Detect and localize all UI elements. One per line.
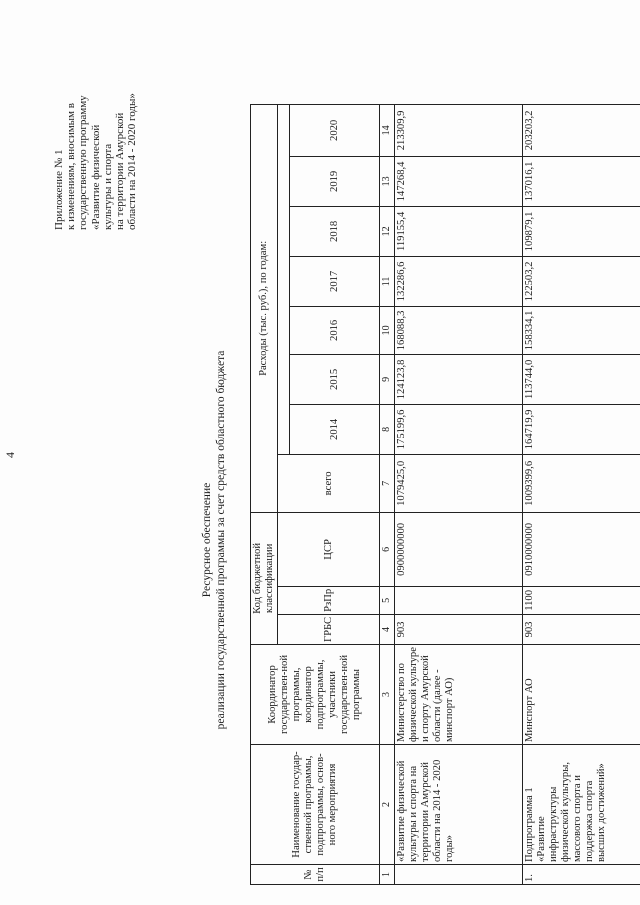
column-index: 10 [380, 306, 395, 354]
cell-rzpr [395, 586, 523, 614]
appendix-line: области на 2014 - 2020 годы» [126, 93, 139, 230]
cell-grbs: 903 [395, 614, 523, 644]
cell-total: 1009399,6 [523, 454, 640, 512]
page-number: 4 [3, 452, 17, 458]
cell-coordinator: Министерство по физической культуре и спорту Амурской области (далее - минспорт АО) [395, 645, 523, 745]
column-index: 14 [380, 104, 395, 156]
header-year: 2017 [290, 256, 380, 306]
cell-2014: 164719,9 [523, 404, 640, 454]
column-index: 3 [380, 645, 395, 745]
cell-2015: 124123,8 [395, 354, 523, 404]
column-index: 8 [380, 404, 395, 454]
cell-2016: 168088,3 [395, 306, 523, 354]
cell-2018: 119155,4 [395, 206, 523, 256]
cell-2017: 132286,6 [395, 256, 523, 306]
column-index: 1 [380, 865, 395, 885]
cell-rzpr: 1100 [523, 586, 640, 614]
document-heading [200, 190, 228, 890]
header-year: 2019 [290, 156, 380, 206]
cell-name: «Развитие физической культуры и спорта на территории Амурской области на 2014 - 2020 годы» [395, 745, 523, 865]
column-index: 2 [380, 745, 395, 865]
column-index: 13 [380, 156, 395, 206]
header-year: 2014 [290, 404, 380, 454]
cell-csr: 0910000000 [523, 512, 640, 586]
header-total: всего [278, 454, 380, 512]
cell-total: 1079425,0 [395, 454, 523, 512]
header-year: 2020 [290, 104, 380, 156]
header-expenses: Расходы (тыс. руб.), по годам: [251, 104, 278, 512]
cell-2017: 122503,2 [523, 256, 640, 306]
appendix-line: государственную программу [77, 95, 90, 230]
cell-2016: 158334,1 [523, 306, 640, 354]
appendix-line: на территории Амурской [114, 112, 127, 230]
column-index: 11 [380, 256, 395, 306]
header-name: Наименование государ-ственной программы, подпрограммы, основ-ного мероприятия [251, 745, 380, 865]
header-year: 2016 [290, 306, 380, 354]
header-grbs: ГРБС [278, 614, 380, 644]
table-row [523, 104, 640, 884]
appendix-line: «Развитие физической [89, 124, 102, 230]
column-index: 5 [380, 586, 395, 614]
cell-grbs: 903 [523, 614, 640, 644]
cell-2019: 147268,4 [395, 156, 523, 206]
cell-coordinator: Минспорт АО [523, 645, 640, 745]
cell-csr: 0900000000 [395, 512, 523, 586]
header-year: 2018 [290, 206, 380, 256]
column-index: 4 [380, 614, 395, 644]
column-index: 9 [380, 354, 395, 404]
header-csr: ЦСР [278, 512, 380, 586]
rotated-content [5, 10, 625, 890]
column-index: 7 [380, 454, 395, 512]
header-budget-code: Код бюджетной классификации [251, 512, 278, 644]
cell-2014: 175199,6 [395, 404, 523, 454]
budget-table [250, 104, 640, 885]
appendix-line: Приложение № 1 [53, 149, 65, 230]
cell-2020: 203203,2 [523, 104, 640, 156]
header-coordinator: Координатор государствен-ной программы, координатор подпрограммы, участники государствен-ной программы [251, 645, 380, 745]
heading-line-1: Ресурсное обеспечение [201, 482, 213, 598]
column-index: 12 [380, 206, 395, 256]
cell-num: 1. [523, 865, 640, 885]
table-row [395, 104, 523, 884]
cell-num [395, 865, 523, 885]
header-num: № п/п [251, 865, 380, 885]
cell-name: Подпрограмма 1 «Развитие инфраструктуры физической культуры, массового спорта и поддержка спорта высших достижений» [523, 745, 640, 865]
appendix-line: к изменениям, вносимым в [65, 103, 78, 230]
cell-2019: 137016,1 [523, 156, 640, 206]
header-year: 2015 [290, 354, 380, 404]
column-index-row [380, 104, 395, 884]
cell-2015: 113744,0 [523, 354, 640, 404]
appendix-line: культуры и спорта [101, 143, 114, 230]
cell-2018: 109879,1 [523, 206, 640, 256]
cell-2020: 213309,9 [395, 104, 523, 156]
heading-line-2: реализации государственной программы за счет средств областного бюджета [215, 350, 227, 730]
header-years-spacer [278, 104, 290, 454]
appendix-note [53, 10, 138, 230]
header-rzpr: РзПр [278, 586, 380, 614]
column-index: 6 [380, 512, 395, 586]
